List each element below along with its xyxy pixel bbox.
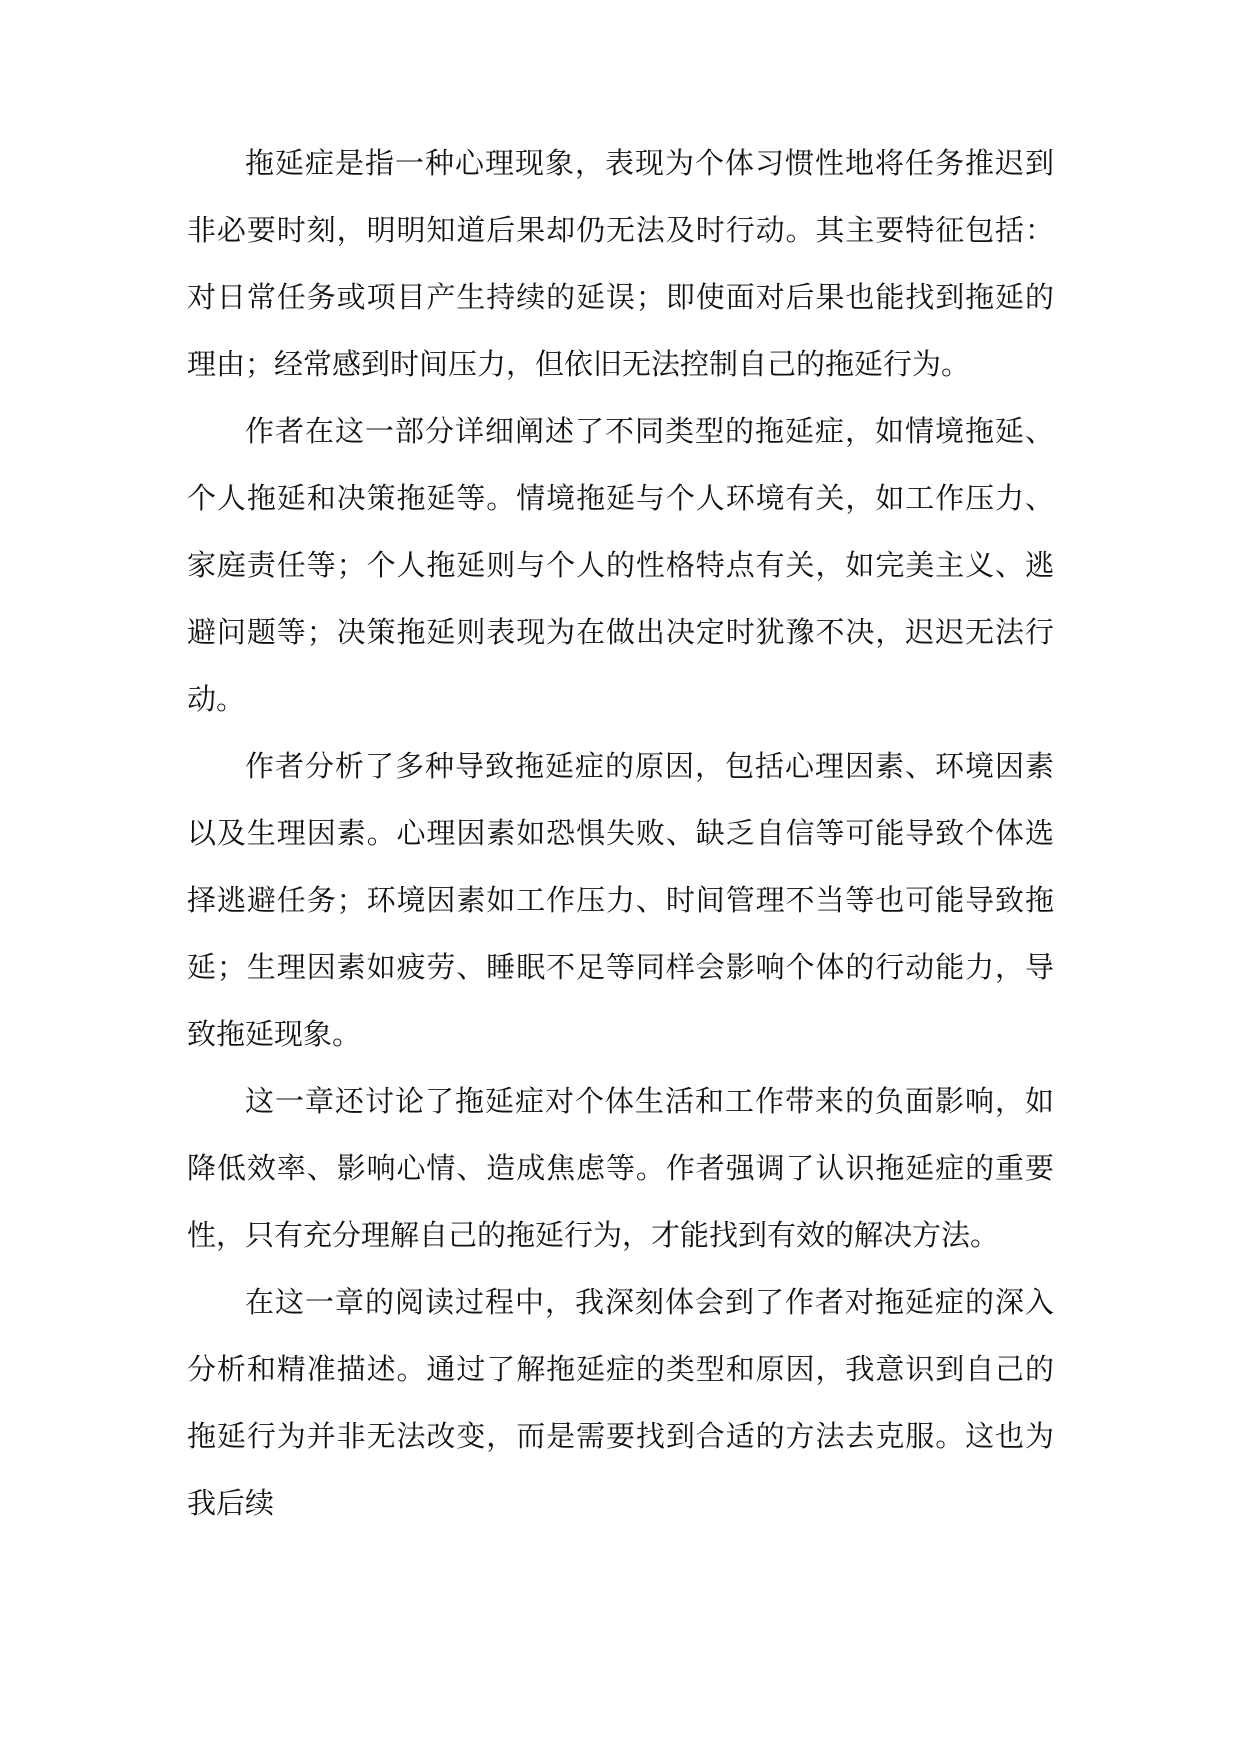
paragraph-3: 作者分析了多种导致拖延症的原因，包括心理因素、环境因素以及生理因素。心理因素如恐惧失败、缺乏自信等可能导致个体选择逃避任务；环境因素如工作压力、时间管理不当等也可能导致拖延；生理因素如疲劳、睡眠不足等同样会影响个体的行动能力，导致拖延现象。 bbox=[187, 749, 1054, 1051]
paragraph-5: 在这一章的阅读过程中，我深刻体会到了作者对拖延症的深入分析和精准描述。通过了解拖延症的类型和原因，我意识到自己的拖延行为并非无法改变，而是需要找到合适的方法去克服。这也为我后续 bbox=[187, 1285, 1054, 1520]
paragraph-1: 拖延症是指一种心理现象，表现为个体习惯性地将任务推迟到非必要时刻，明明知道后果却仍无法及时行动。其主要特征包括：对日常任务或项目产生持续的延误；即使面对后果也能找到拖延的理由；经常感到时间压力，但依旧无法控制自己的拖延行为。 bbox=[187, 146, 1054, 381]
body-text bbox=[187, 130, 1054, 1537]
paragraph-2: 作者在这一部分详细阐述了不同类型的拖延症，如情境拖延、个人拖延和决策拖延等。情境拖延与个人环境有关，如工作压力、家庭责任等；个人拖延则与个人的性格特点有关，如完美主义、逃避问题等；决策拖延则表现为在做出决定时犹豫不决，迟迟无法行动。 bbox=[187, 414, 1054, 716]
paragraph-4: 这一章还讨论了拖延症对个体生活和工作带来的负面影响，如降低效率、影响心情、造成焦虑等。作者强调了认识拖延症的重要性，只有充分理解自己的拖延行为，才能找到有效的解决方法。 bbox=[187, 1084, 1054, 1252]
